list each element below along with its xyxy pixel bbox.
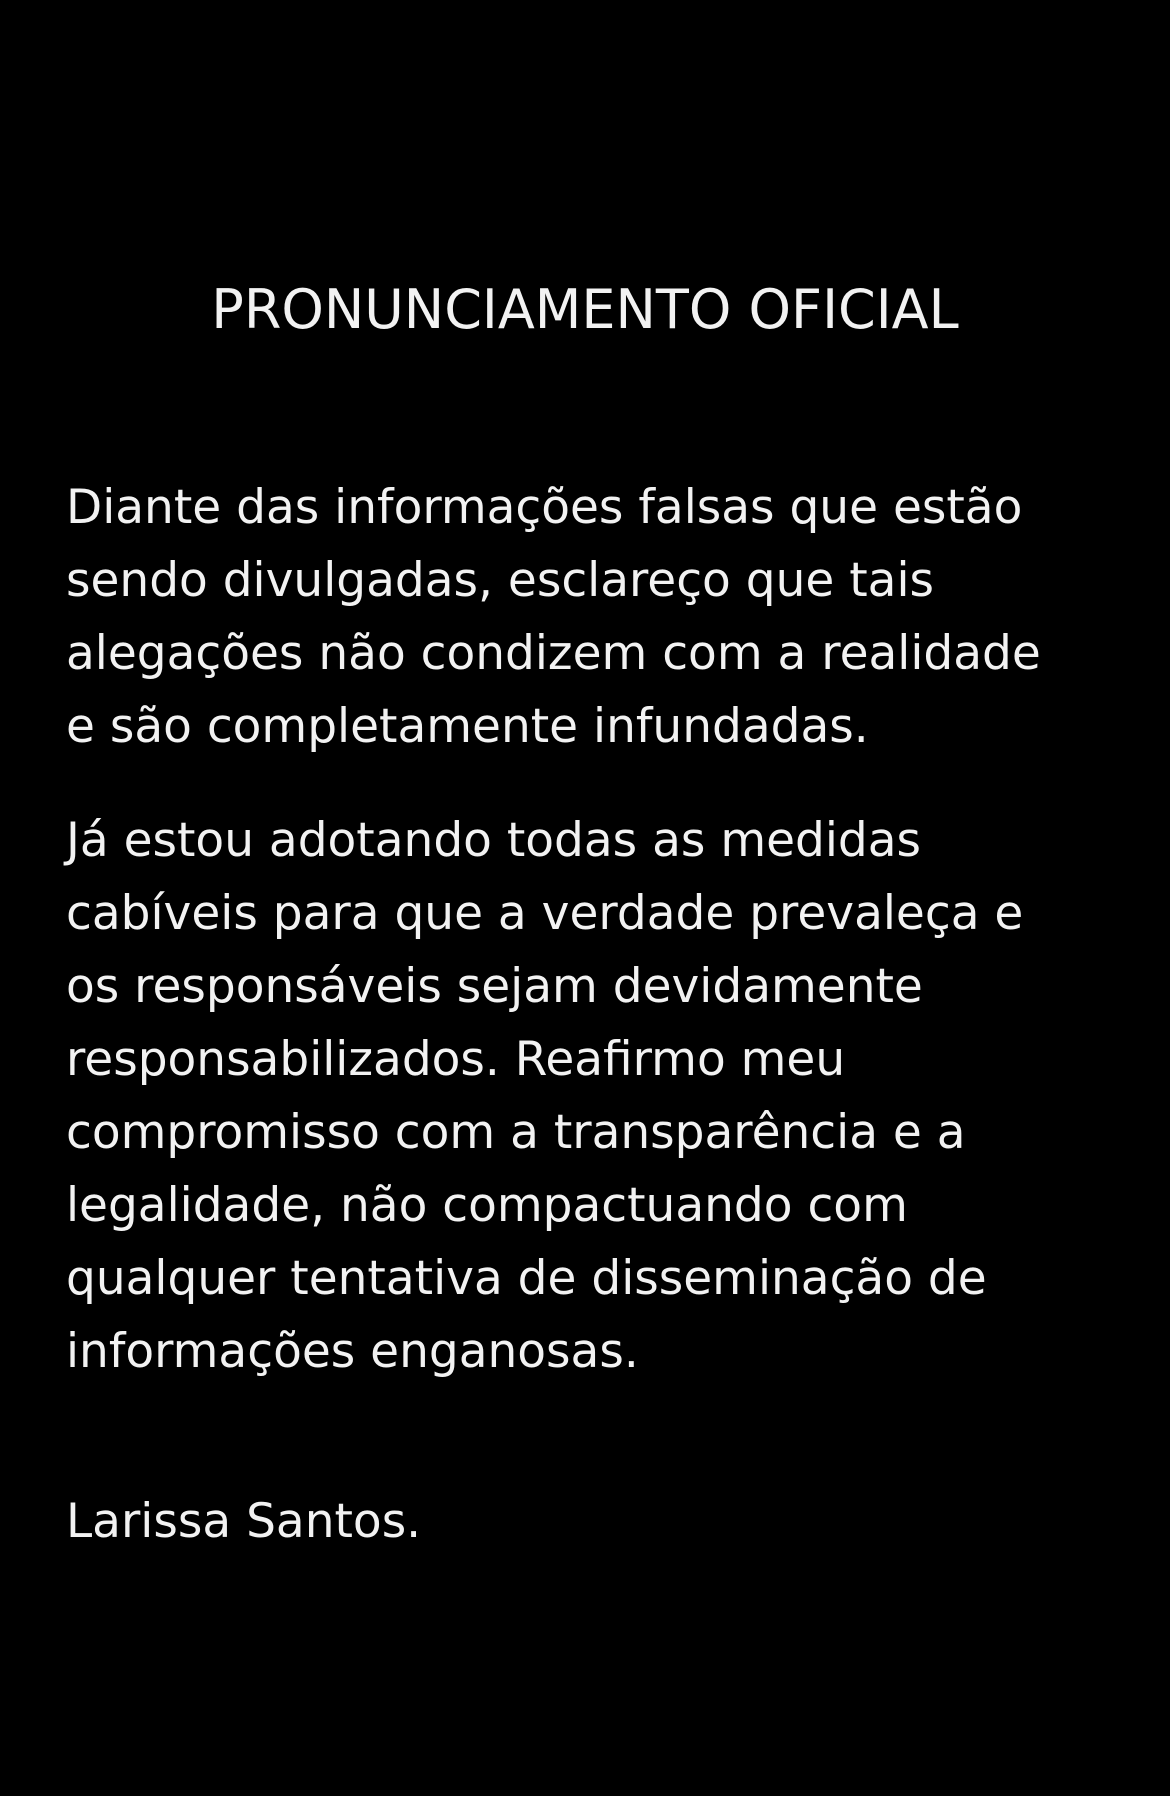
signature-block [66,1485,1126,1558]
signature: Larissa Santos. [66,1494,422,1549]
paragraph-line: qualquer tentativa de disseminação de [66,1251,987,1306]
paragraph-line: sendo divulgadas, esclareço que tais [66,553,935,608]
paragraph-line: cabíveis para que a verdade prevaleça e [66,886,1024,941]
paragraph-line: Já estou adotando todas as medidas [66,813,922,868]
paragraph-denial [66,471,1126,763]
paragraph-measures [66,804,1126,1388]
paragraph-line: informações enganosas. [66,1324,639,1379]
statement-title: PRONUNCIAMENTO OFICIAL [211,278,959,341]
paragraph-line: Diante das informações falsas que estão [66,480,1023,535]
paragraph-line: responsabilizados. Reafirmo meu [66,1032,846,1087]
paragraph-line: os responsáveis sejam devidamente [66,959,923,1014]
paragraph-line: alegações não condizem com a realidade [66,626,1041,681]
paragraph-line: e são completamente infundadas. [66,699,869,754]
paragraph-line: legalidade, não compactuando com [66,1178,908,1233]
paragraph-line: compromisso com a transparência e a [66,1105,966,1160]
